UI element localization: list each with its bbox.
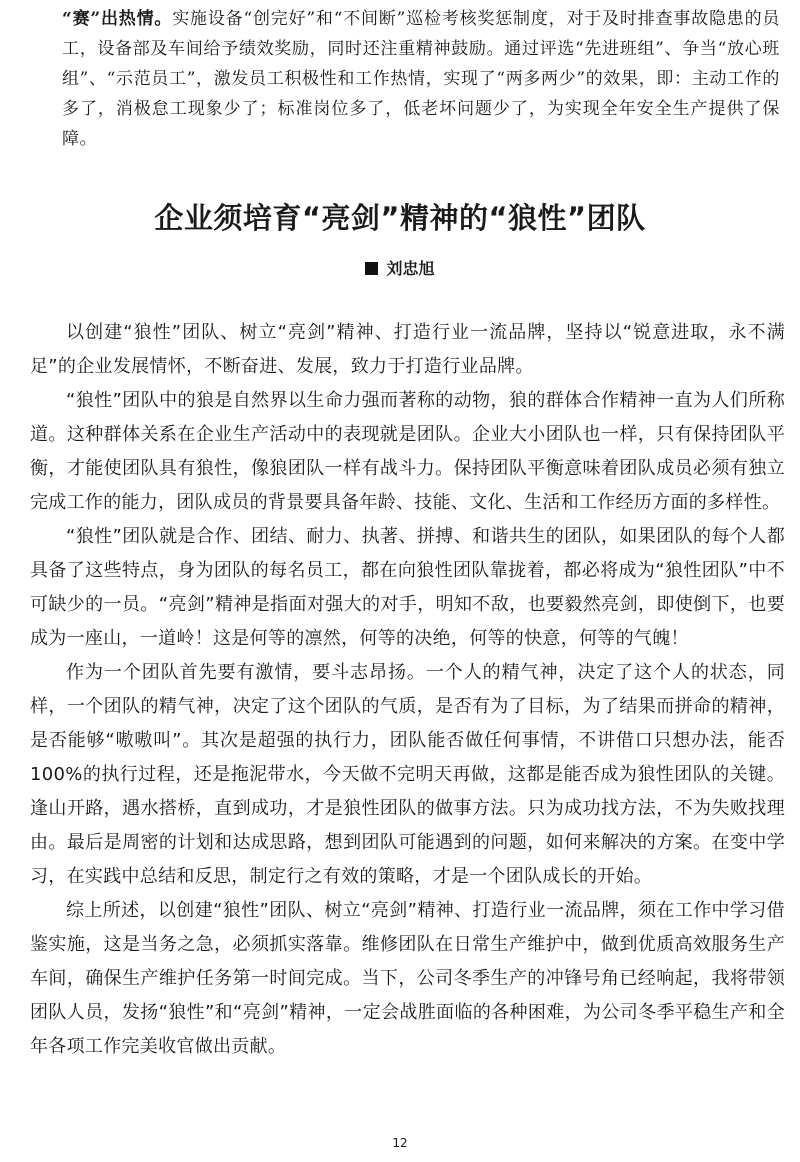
page-number: 12	[392, 1136, 408, 1150]
byline-square-icon	[365, 262, 378, 275]
intro-paragraph	[62, 4, 780, 154]
article-paragraph: “狼性”团队中的狼是自然界以生命力强而著称的动物，狼的群体合作精神一直为人们所称道。这种群体关系在企业生产活动中的表现就是团队。企业大小团队也一样，只有保持团队平衡，才能使团队具有狼性，像狼团队一样有战斗力。保持团队平衡意味着团队成员必须有独立完成工作的能力，团队成员的背景要具备年龄、技能、文化、生活和工作经历方面的多样性。	[30, 390, 785, 513]
article-paragraph: 综上所述，以创建“狼性”团队、树立“亮剑”精神、打造行业一流品牌，须在工作中学习借鉴实施，这是当务之急，必须抓实落靠。维修团队在日常生产维护中，做到优质高效服务生产车间，确保生产维护任务第一时间完成。当下，公司冬季生产的冲锋号角已经响起，我将带领团队人员，发扬“狼性”和“亮剑”精神，一定会战胜面临的各种困难，为公司冬季平稳生产和全年各项工作完美收官做出贡献。	[30, 900, 785, 1057]
article-paragraph: 作为一个团队首先要有激情，要斗志昂扬。一个人的精气神，决定了这个人的状态，同样，一个团队的精气神，决定了这个团队的气质，是否有为了目标，为了结果而拼命的精神，是否能够“嗷嗷叫”。其次是超强的执行力，团队能否做任何事情，不讲借口只想办法，能否100%的执行过程，还是拖泥带水，今天做不完明天再做，这都是能否成为狼性团队的关键。逢山开路，遇水搭桥，直到成功，才是狼性团队的做事方法。只为成功找方法，不为失败找理由。最后是周密的计划和达成思路，想到团队可能遇到的问题，如何来解决的方案。在变中学习，在实践中总结和反思，制定行之有效的策略，才是一个团队成长的开始。	[30, 662, 785, 887]
article-paragraph: 以创建“狼性”团队、树立“亮剑”精神、打造行业一流品牌，坚持以“锐意进取，永不满足”的企业发展情怀，不断奋进、发展，致力于打造行业品牌。	[30, 322, 785, 377]
intro-lead: “赛”出热情。	[62, 9, 173, 29]
article-body	[30, 316, 785, 1064]
article-paragraph: “狼性”团队就是合作、团结、耐力、执著、拼搏、和谐共生的团队，如果团队的每个人都具备了这些特点，身为团队的每名员工，都在向狼性团队靠拢着，都必将成为“狼性团队”中不可缺少的一员。“亮剑”精神是指面对强大的对手，明知不敌，也要毅然亮剑，即使倒下，也要成为一座山，一道岭！这是何等的凛然，何等的决绝，何等的快意，何等的气魄！	[30, 526, 785, 649]
author-byline	[0, 256, 800, 279]
intro-text: 实施设备“创完好”和“不间断”巡检考核奖惩制度，对于及时排查事故隐患的员工，设备部及车间给予绩效奖励，同时还注重精神鼓励。通过评选“先进班组”、争当“放心班组”、“示范员工”，激发员工积极性和工作热情，实现了“两多两少”的效果，即：主动工作的多了，消极怠工现象少了；标准岗位多了，低老坏问题少了，为实现全年安全生产提供了保障。	[62, 9, 780, 149]
article-title: 企业须培育“亮剑”精神的“狼性”团队	[154, 201, 646, 235]
author-name: 刘忠旭	[386, 259, 435, 278]
